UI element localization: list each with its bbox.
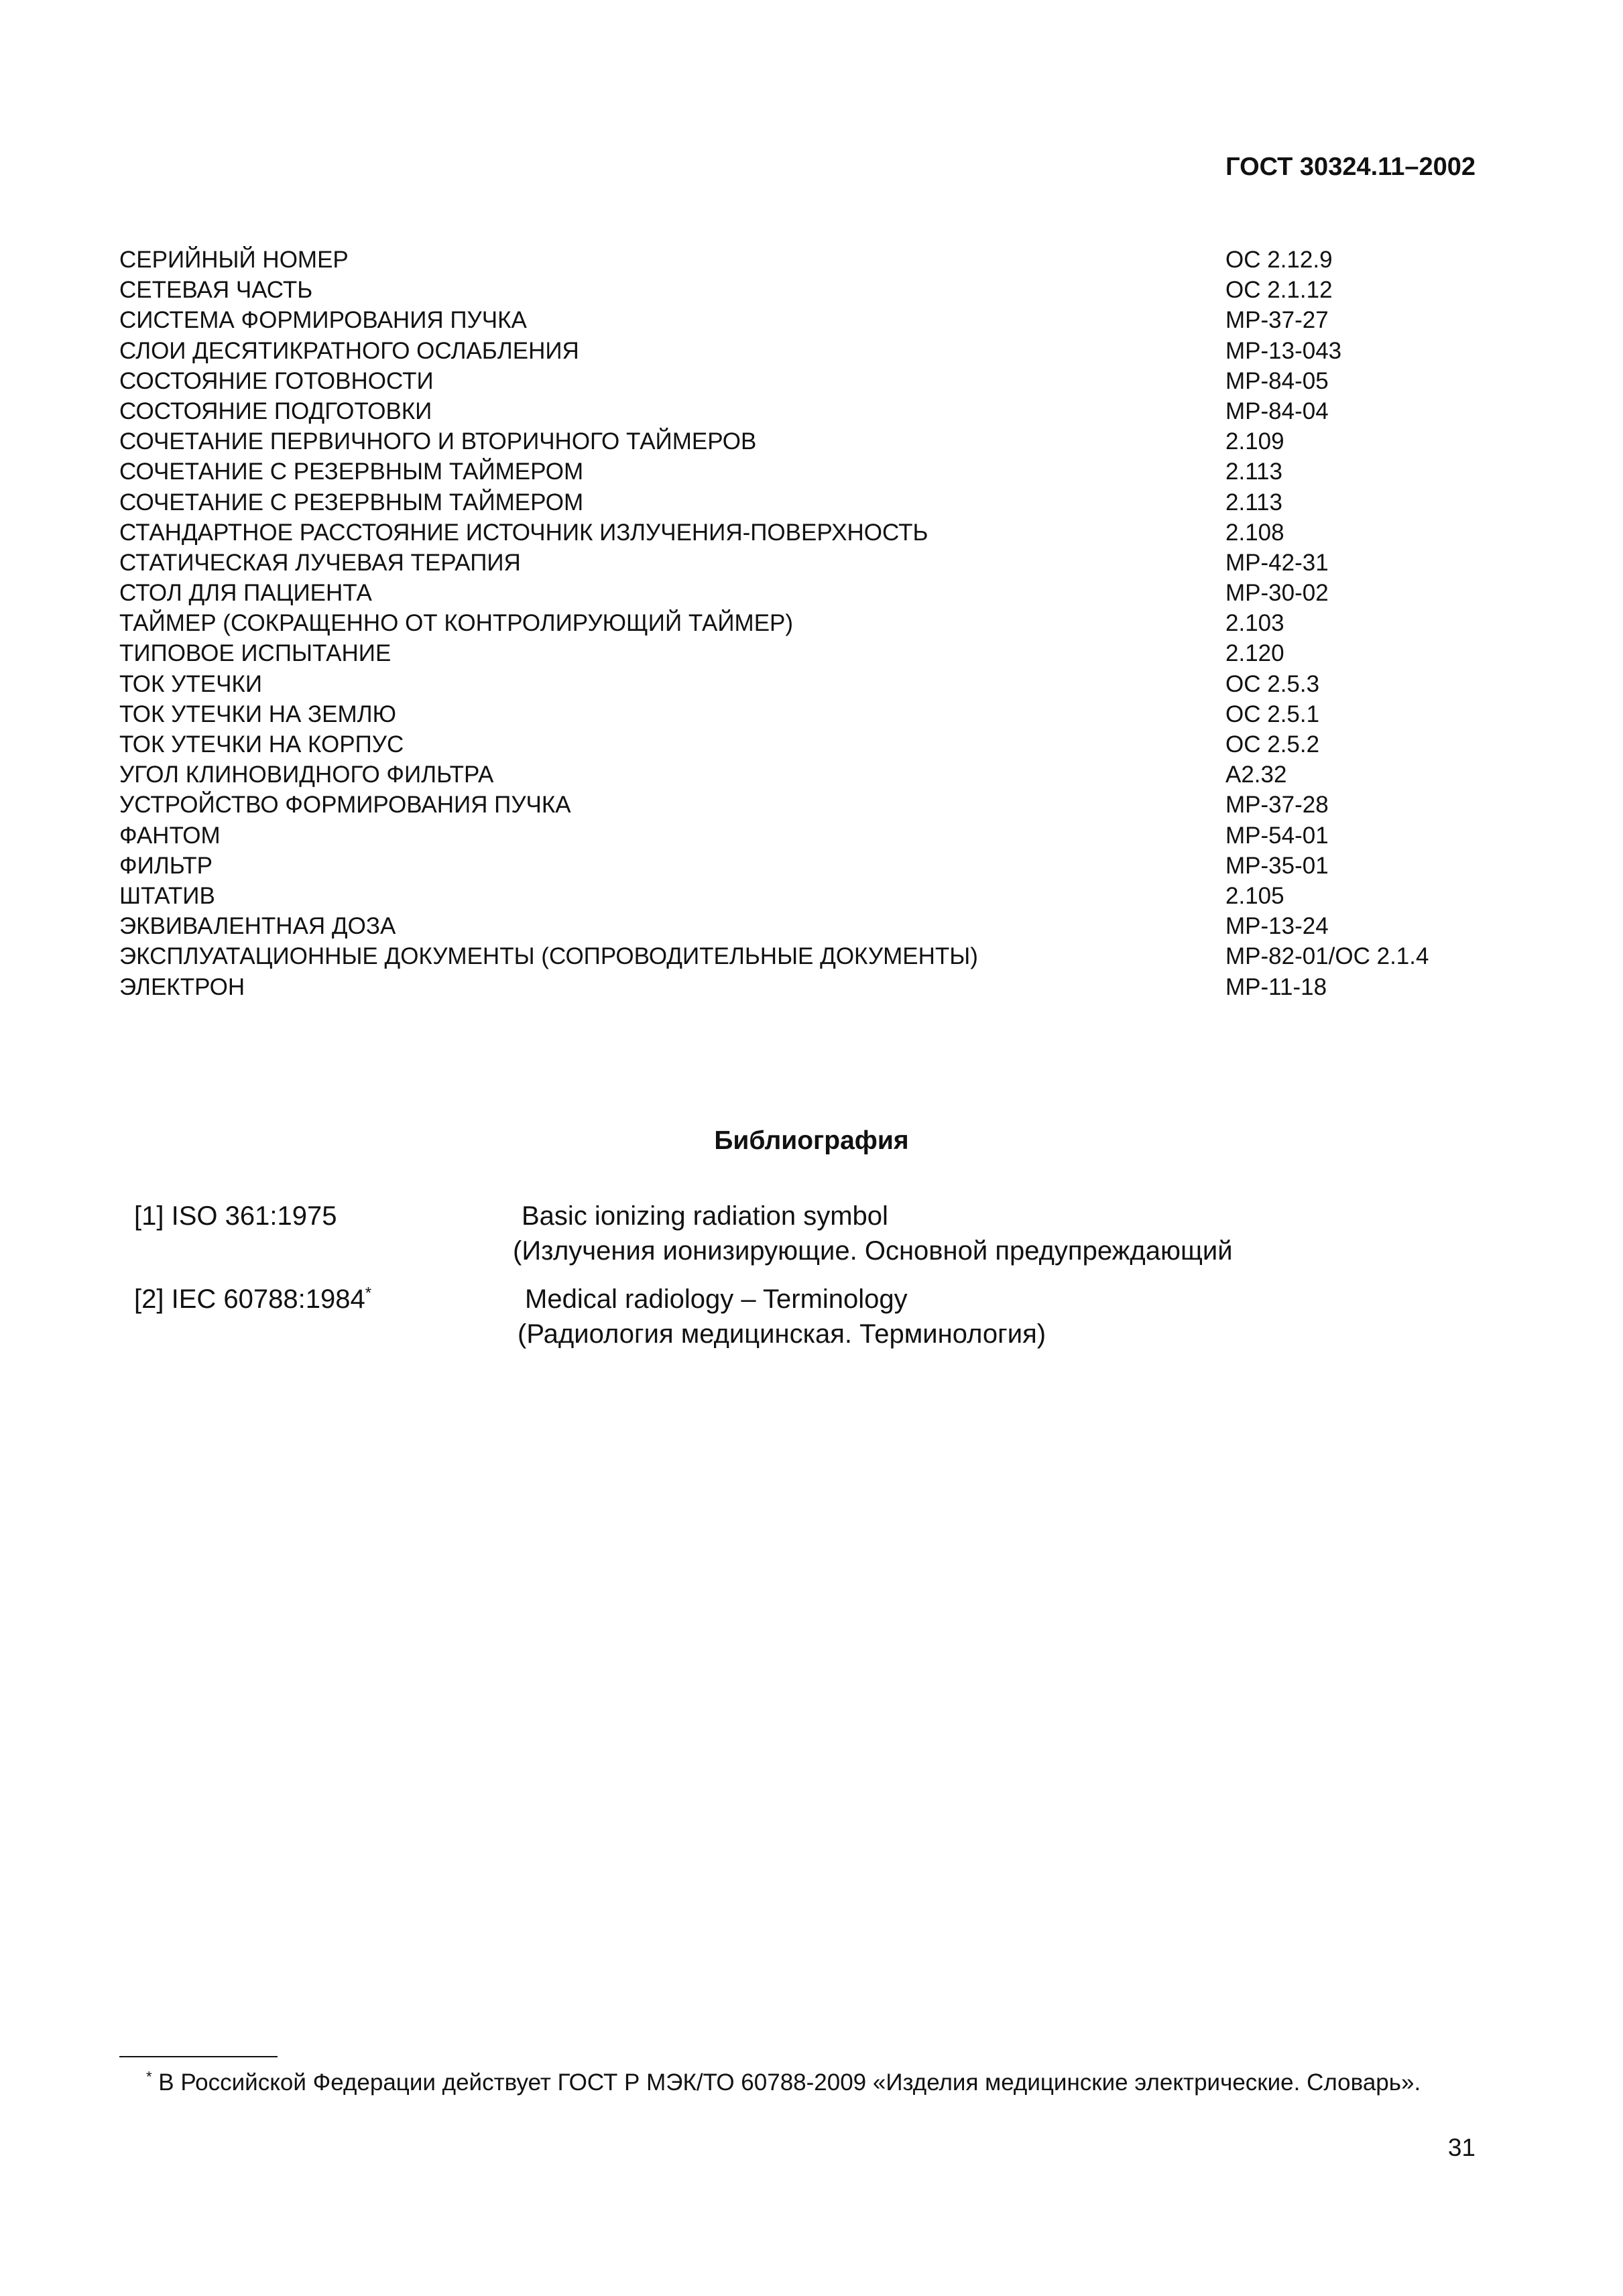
term-name: СЕТЕВАЯ ЧАСТЬ (119, 277, 313, 304)
term-reference: МР-35-01 (1225, 852, 1329, 879)
term-reference: МР-54-01 (1225, 822, 1329, 849)
bibliography-title-en: Basic ionizing radiation symbol (522, 1201, 888, 1231)
term-name: СОЧЕТАНИЕ С РЕЗЕРВНЫМ ТАЙМЕРОМ (119, 489, 584, 516)
term-row (119, 729, 1474, 760)
term-row (119, 790, 1474, 820)
term-row (119, 366, 1474, 396)
bibliography-reference-text: [1] ISO 361:1975 (134, 1201, 337, 1231)
term-reference: 2.105 (1225, 882, 1284, 909)
term-reference: А2.32 (1225, 762, 1287, 788)
term-name: СЕРИЙНЫЙ НОМЕР (119, 247, 349, 273)
term-reference: ОС 2.5.3 (1225, 670, 1320, 697)
term-name: УСТРОЙСТВО ФОРМИРОВАНИЯ ПУЧКА (119, 792, 571, 819)
term-name: СТАНДАРТНОЕ РАССТОЯНИЕ ИСТОЧНИК ИЗЛУЧЕНИЯ-ПОВЕРХНОСТЬ (119, 519, 928, 546)
term-row (119, 275, 1474, 305)
term-name: ТАЙМЕР (СОКРАЩЕННО ОТ КОНТРОЛИРУЮЩИЙ ТАЙМЕР) (119, 610, 794, 637)
bibliography-reference (134, 1199, 337, 1233)
term-reference: МР-37-27 (1225, 307, 1329, 334)
term-name: СОСТОЯНИЕ ГОТОВНОСТИ (119, 367, 434, 394)
term-reference: МР-13-043 (1225, 337, 1342, 364)
bibliography-title: Библиография (714, 1126, 909, 1155)
term-reference: 2.120 (1225, 640, 1284, 667)
page-number: 31 (1447, 2134, 1476, 2161)
term-row (119, 881, 1474, 911)
term-reference: МР-37-28 (1225, 792, 1329, 819)
term-name: СЛОИ ДЕСЯТИКРАТНОГО ОСЛАБЛЕНИЯ (119, 337, 579, 364)
term-name: СОСТОЯНИЕ ПОДГОТОВКИ (119, 398, 432, 424)
term-row (119, 851, 1474, 881)
term-name: ЭЛЕКТРОН (119, 973, 245, 1000)
term-row (119, 305, 1474, 335)
term-reference: 2.113 (1225, 489, 1282, 516)
term-name: СИСТЕМА ФОРМИРОВАНИЯ ПУЧКА (119, 307, 527, 334)
term-row (119, 911, 1474, 941)
bibliography-title-en: Medical radiology – Terminology (525, 1284, 908, 1314)
term-name: ШТАТИВ (119, 882, 215, 909)
term-row (119, 699, 1474, 729)
term-name: ТОК УТЕЧКИ (119, 670, 262, 697)
term-row (119, 245, 1474, 275)
term-reference: МР-42-31 (1225, 549, 1329, 576)
term-reference: 2.109 (1225, 428, 1284, 455)
footnote-divider (119, 2056, 278, 2057)
term-name: ТОК УТЕЧКИ НА ЗЕМЛЮ (119, 701, 397, 727)
term-name: ТОК УТЕЧКИ НА КОРПУС (119, 731, 404, 758)
term-reference: МР-82-01/ОС 2.1.4 (1225, 943, 1429, 970)
term-row (119, 487, 1474, 518)
term-row (119, 426, 1474, 457)
bibliography-title-ru: (Излучения ионизирующие. Основной предупреждающий (513, 1236, 1233, 1266)
term-reference: 2.103 (1225, 610, 1284, 637)
term-name: ТИПОВОЕ ИСПЫТАНИЕ (119, 640, 392, 667)
term-reference: ОС 2.5.2 (1225, 731, 1320, 758)
term-name: ЭКСПЛУАТАЦИОННЫЕ ДОКУМЕНТЫ (СОПРОВОДИТЕЛЬНЫЕ ДОКУМЕНТЫ) (119, 943, 978, 970)
term-name: УГОЛ КЛИНОВИДНОГО ФИЛЬТРА (119, 762, 494, 788)
term-name: ЭКВИВАЛЕНТНАЯ ДОЗА (119, 913, 396, 940)
bibliography-reference-text: [2] IEC 60788:1984 (134, 1284, 365, 1314)
footnote-marker: * (146, 2068, 152, 2086)
term-name: ФАНТОМ (119, 822, 221, 849)
term-row (119, 578, 1474, 608)
term-reference: ОС 2.1.12 (1225, 277, 1333, 304)
term-reference: МР-30-02 (1225, 580, 1329, 607)
term-name: СТАТИЧЕСКАЯ ЛУЧЕВАЯ ТЕРАПИЯ (119, 549, 521, 576)
term-reference: МР-84-05 (1225, 367, 1329, 394)
term-index-list (119, 245, 1474, 1002)
term-name: СТОЛ ДЛЯ ПАЦИЕНТА (119, 580, 372, 607)
term-row (119, 941, 1474, 971)
term-name: ФИЛЬТР (119, 852, 213, 879)
term-row (119, 457, 1474, 487)
term-reference: МР-84-04 (1225, 398, 1329, 424)
term-row (119, 760, 1474, 790)
term-row (119, 396, 1474, 426)
term-row (119, 518, 1474, 548)
term-row (119, 638, 1474, 668)
term-row (119, 669, 1474, 699)
term-row (119, 972, 1474, 1002)
term-row (119, 548, 1474, 578)
bibliography-reference (134, 1282, 371, 1317)
footnote-marker: * (365, 1284, 372, 1303)
term-reference: МР-13-24 (1225, 913, 1329, 940)
term-row (119, 336, 1474, 366)
term-reference: ОС 2.12.9 (1225, 247, 1333, 273)
bibliography-title-ru: (Радиология медицинская. Терминология) (518, 1319, 1046, 1349)
term-name: СОЧЕТАНИЕ С РЕЗЕРВНЫМ ТАЙМЕРОМ (119, 459, 584, 485)
footnote-text: В Российской Федерации действует ГОСТ Р МЭК/ТО 60788-2009 «Изделия медицинские электрические. Словарь». (152, 2069, 1421, 2096)
term-reference: ОС 2.5.1 (1225, 701, 1320, 727)
term-reference: МР-11-18 (1225, 973, 1327, 1000)
standard-code: ГОСТ 30324.11–2002 (1225, 153, 1476, 181)
term-name: СОЧЕТАНИЕ ПЕРВИЧНОГО И ВТОРИЧНОГО ТАЙМЕРОВ (119, 428, 757, 455)
term-row (119, 821, 1474, 851)
term-row (119, 608, 1474, 638)
term-reference: 2.113 (1225, 459, 1282, 485)
footnote (119, 2066, 1477, 2099)
term-reference: 2.108 (1225, 519, 1284, 546)
